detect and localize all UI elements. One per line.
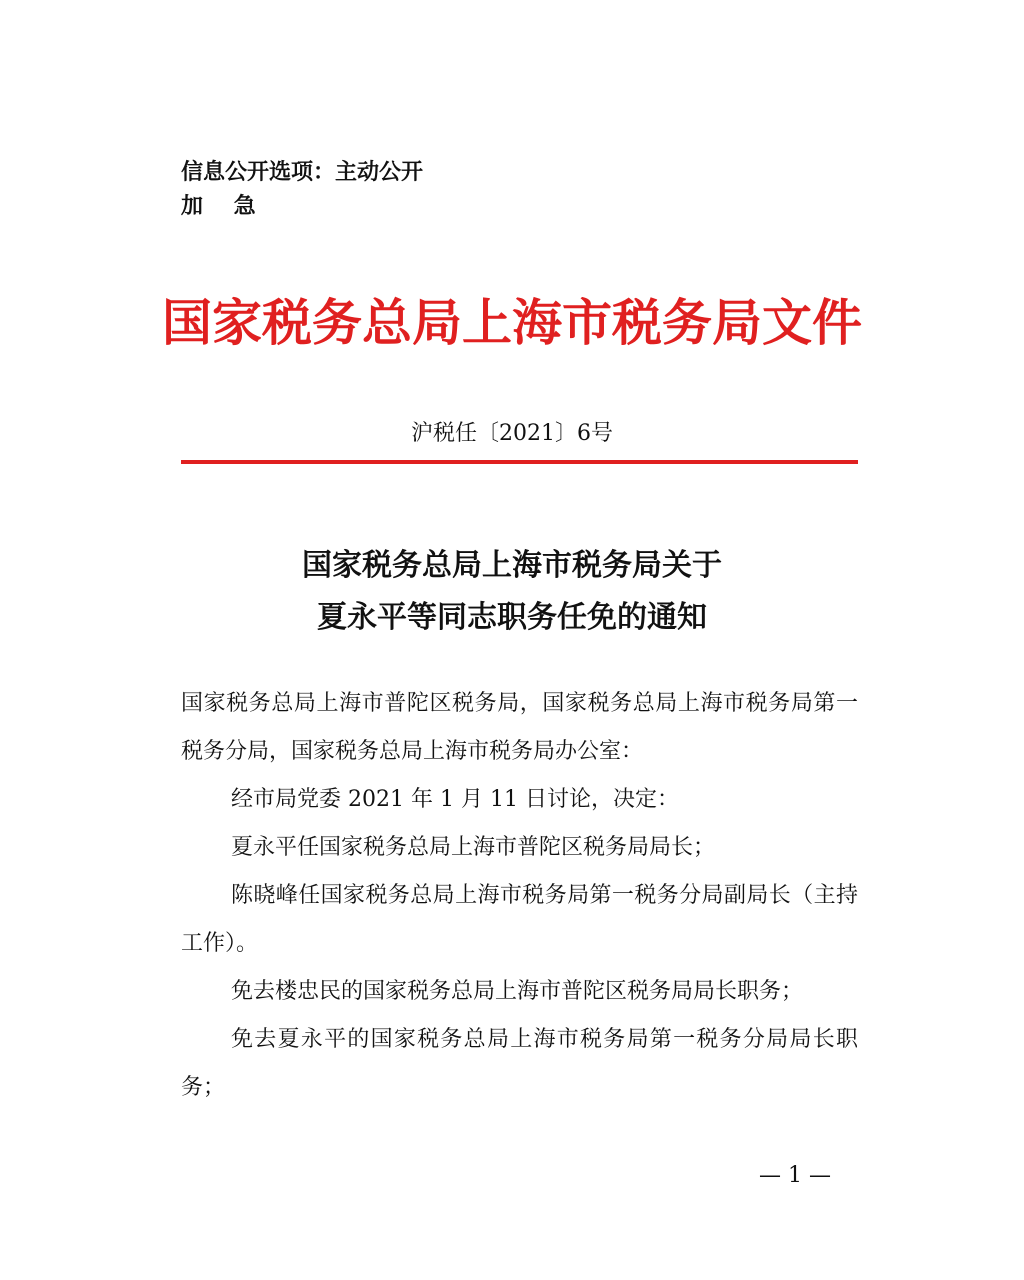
document-body: [181, 680, 858, 1112]
body-paragraph: 陈晓峰任国家税务总局上海市税务局第一税务分局副局长（主持工作）。: [181, 883, 858, 956]
body-paragraph: 夏永平任国家税务总局上海市普陀区税务局局长；: [231, 835, 716, 860]
agency-title: 国家税务总局上海市税务局文件: [162, 293, 862, 352]
page-number: — 1 —: [759, 1163, 831, 1188]
header-block: [181, 156, 423, 224]
document-title-line-1: 国家税务总局上海市税务局关于: [302, 548, 722, 583]
document-title: [0, 540, 1024, 644]
disclosure-option: 信息公开选项：主动公开: [181, 160, 424, 185]
body-paragraph: 免去夏永平的国家税务总局上海市税务局第一税务分局局长职务；: [181, 1027, 858, 1100]
urgency-label: 加 急: [181, 194, 256, 219]
document-title-line-2: 夏永平等同志职务任免的通知: [317, 600, 707, 635]
body-paragraph: 免去楼忠民的国家税务总局上海市普陀区税务局局长职务；: [231, 979, 804, 1004]
document-number: 沪税任〔2021〕6号: [411, 421, 613, 446]
red-divider: [181, 460, 858, 464]
recipients-paragraph: 国家税务总局上海市普陀区税务局，国家税务总局上海市税务局第一税务分局，国家税务总局上海市税务局办公室：: [181, 691, 858, 764]
body-paragraph: 经市局党委 2021 年 1 月 11 日讨论，决定：: [231, 787, 679, 812]
